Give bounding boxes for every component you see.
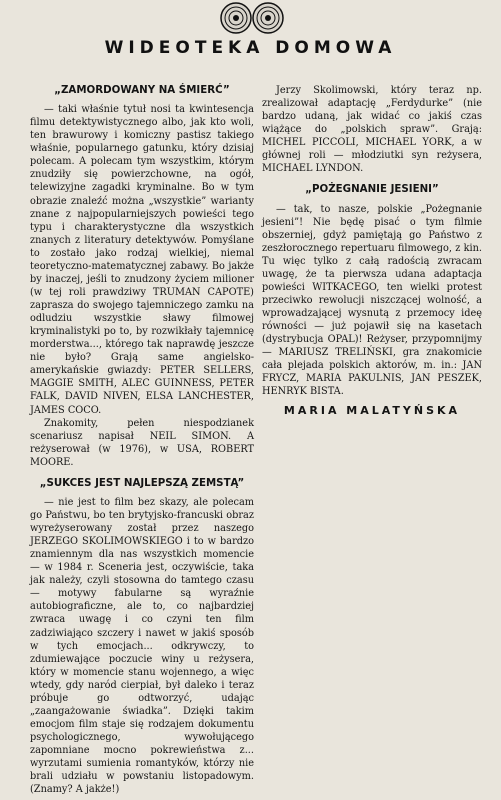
- article-paragraph: Jerzy Skolimowski, który teraz np. zrealizował adaptację „Ferdydurke” (nie bardzo udaną, jak widać co jakiś czas wiążące do „polskich spraw”. Grają: MICHEL PICCOLI, MICHAEL YORK, a w głównej roli — młodziutki syn reżysera, MICHAEL LYNDON.: [262, 85, 482, 175]
- author-signature: MARIA MALATYŃSKA: [283, 404, 461, 418]
- article-title: „ZAMORDOWANY NA ŚMIERĆ”: [54, 84, 230, 96]
- article-paragraph: Znakomity, pełen niespodzianek scenariusz napisał NEIL SIMON. A reżyserował (w 1976), w USA, ROBERT MOORE.: [30, 417, 254, 468]
- article-paragraph: — taki właśnie tytuł nosi ta kwintesencja filmu detektywistycznego albo, jak kto woli, ten brawurowy i komiczny pastisz takiego właśnie, popularnego gatunku, który dzisiaj polecam. A polecam tym wszystkim, którym znudziły się powierzchowne, na ogół, telewizyjne zagadki kryminalne. Bo w tym obrazie znaleźć można „wszystkie” warianty znane z najpopularniejszych powieści tego typu i charakterystyczne dla wszystkich znanych z literatury detektywów. Pomyślane to zostało jako rodzaj wielkiej, niemal teoretyczno-matematycznej zabawy. Bo jakże by inaczej, jeśli to znudzony życiem milioner (w tej roli prawdziwy TRUMAN CAPOTE) zaprasza do swojego tajemniczego zamku na odludziu wszystkie sławy filmowej kryminalistyki po to, by rozwikłały tajemnicę morderstwa..., którego tak naprawdę jeszcze nie było? Grają same angielsko-amerykańskie gwiazdy: PETER SELLERS, MAGGIE SMITH, ALEC GUINNESS, PETER FALK, DAVID NIVEN, ELSA LANCHESTER, JAMES COCO.: [30, 104, 254, 416]
- article-title: „POŻEGNANIE JESIENI”: [305, 183, 439, 196]
- article-title: „SUKCES JEST NAJLEPSZĄ ZEMSTĄ”: [39, 476, 245, 489]
- cassette-reels-icon: [220, 2, 284, 34]
- article-paragraph: — tak, to nasze, polskie „Pożegnanie jesieni”! Nie będę pisać o tym filmie obszerniej, gdyż pamiętają go Państwo z zeszłorocznego repertuaru filmowego, z kin. Tu więc tylko z całą radością zwracam uwagę, że ta pierwsza udana adaptacja powieści WITKACEGO, ten wielki protest przeciwko rewolucji niszczącej wolność, a wprowadzającej wysnutą z przemocy ideę równości — już pojawił się na kasetach (dystrybucja OPAL)! Reżyser, przypomnijmy — MARIUSZ TRELIŃSKI, gra znakomicie cała plejada polskich aktorów, m. in.: JAN FRYCZ, MARIA PAKULNIS, JAN PESZEK, HENRYK BISTA.: [262, 203, 482, 398]
- section-title: WIDEOTEKA DOMOWA: [104, 38, 397, 58]
- article-paragraph: — nie jest to film bez skazy, ale polecam go Państwu, bo ten brytyjsko-francuski obraz wyreżyserowany został przez naszego JERZEGO SKOLIMOWSKIEGO i to w bardzo znamiennym dla nas wszystkich momencie — w 1984 r. Sceneria jest, oczywiście, taka jak należy, czyli stosowna do tamtego czasu — motywy fabularne są wyraźnie autobiograficzne, ale to, co najbardziej zwraca uwagę i co czyni ten film zadziwiająco szczery i nawet w jakiś sposób w tych emocjach... odkrywczy, to zdumiewające poczucie winy u reżysera, który w momencie stanu wojennego, a więc wtedy, gdy naród cierpiał, był daleko i teraz próbuje go odtworzyć, udając „zaangażowanie świadka”. Dzięki takim emocjom film staje się rodzajem dokumentu psychologicznego, wywołującego zapomniane mocno pokrewieństwa z... wyrzutami sumienia romantyków, którzy nie brali udziału w powstaniu listopadowym. (Znamy? A jakże!): [30, 496, 254, 796]
- left-column: [30, 84, 254, 796]
- right-column: [262, 84, 482, 418]
